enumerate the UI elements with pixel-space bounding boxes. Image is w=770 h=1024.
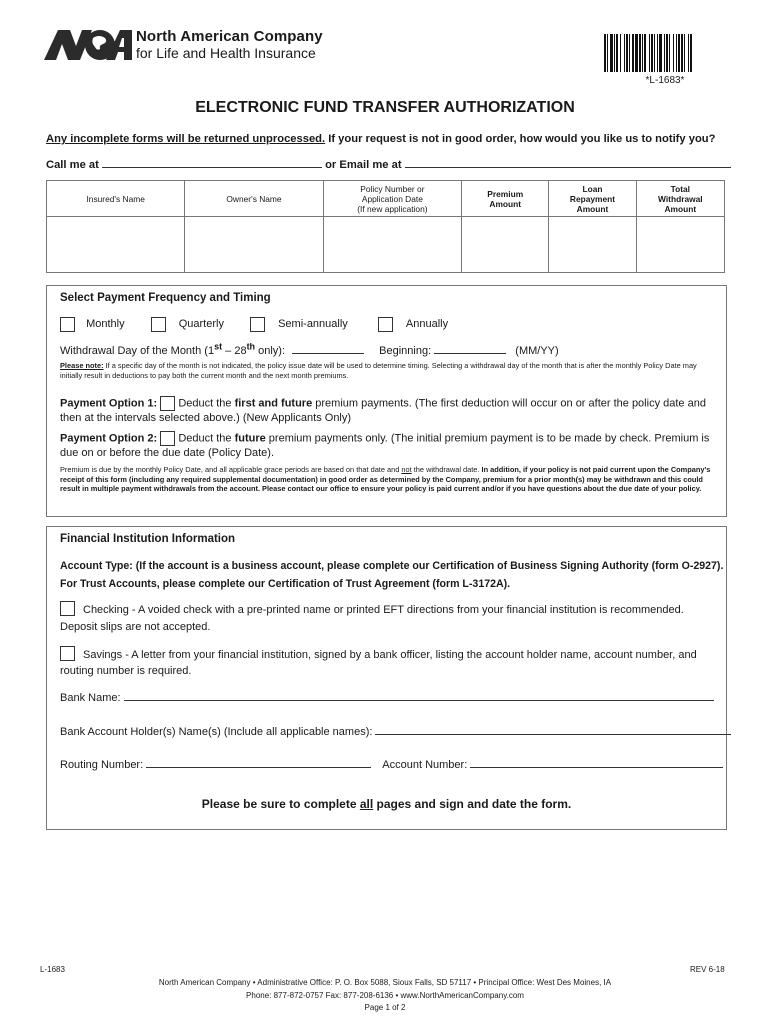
checking-text: Checking - A voided check with a pre-printed name or printed EFT directions from your financial institution is recommended. Deposit slips are not accepted. bbox=[60, 604, 684, 633]
col-header-line: (If new application) bbox=[357, 203, 428, 214]
withdrawal-day-prefix: Withdrawal Day of the Month (1 bbox=[60, 344, 215, 357]
please-note-text: If a specific day of the month is not indicated, the policy issue date will be used to determine timing. Selecting a withdrawal day of the month that is after the monthly Policy Date may initially result in deductions to pay both the current month and the next month premiums. bbox=[60, 361, 697, 380]
footer-line1: North American Company • Administrative Office: P. O. Box 5088, Sioux Falls, SD 57117 • Principal Office: West Des Moines, IA bbox=[158, 978, 612, 987]
completion-reminder bbox=[46, 797, 727, 811]
withdrawal-day-field[interactable] bbox=[292, 343, 364, 354]
due-date-note bbox=[60, 465, 715, 494]
col-header-line: Insured's Name bbox=[86, 193, 145, 204]
option1-pre: Deduct the bbox=[178, 397, 235, 410]
withdrawal-day-suffix: only): bbox=[255, 344, 286, 357]
account-type-text bbox=[60, 557, 723, 593]
withdrawal-day-label bbox=[60, 341, 286, 357]
option2-label: Payment Option 2: bbox=[60, 432, 158, 445]
insured-name-cell[interactable] bbox=[47, 217, 185, 273]
col-header-line: Amount bbox=[664, 203, 697, 214]
col-header-line: Loan bbox=[582, 183, 603, 194]
payment-option-2 bbox=[60, 431, 720, 461]
bank-name-field[interactable] bbox=[124, 690, 714, 701]
reminder-post: pages and sign and date the form. bbox=[373, 797, 572, 811]
account-holder-label: Bank Account Holder(s) Name(s) (Include all applicable names): bbox=[60, 726, 373, 738]
footer-page: Page 1 of 2 bbox=[364, 1003, 406, 1012]
annually-checkbox[interactable] bbox=[378, 317, 393, 332]
sup-th: th bbox=[246, 341, 256, 351]
account-holder-field[interactable] bbox=[375, 724, 731, 735]
sup-st: st bbox=[214, 341, 223, 351]
col-header-line: Premium bbox=[487, 188, 524, 199]
option1-checkbox[interactable] bbox=[160, 396, 175, 411]
payment-section-title: Select Payment Frequency and Timing bbox=[60, 292, 271, 304]
policy-table bbox=[46, 180, 725, 273]
beginning-label: Beginning: bbox=[379, 344, 432, 357]
call-label: Call me at bbox=[46, 159, 99, 171]
col-header-line: Amount bbox=[489, 198, 522, 209]
routing-account-row bbox=[60, 757, 723, 771]
footer-form-code: L-1683 bbox=[40, 965, 65, 974]
option1-post: premium payments. (The first deduction will occur on or after the policy date and then at the intervals selected above.) (New Applicants Only) bbox=[60, 397, 706, 425]
col-header-line: Policy Number or bbox=[360, 183, 425, 194]
option2-pre: Deduct the bbox=[178, 432, 235, 445]
notice-rest: If your request is not in good order, how would you like us to notify you? bbox=[325, 133, 716, 145]
col-header bbox=[323, 181, 461, 217]
form-title: ELECTRONIC FUND TRANSFER AUTHORIZATION bbox=[195, 99, 575, 116]
withdrawal-dash: – 28 bbox=[222, 344, 247, 357]
table-header-row bbox=[47, 181, 725, 217]
quarterly-label: Quarterly bbox=[178, 318, 224, 331]
account-number-field[interactable] bbox=[470, 757, 723, 768]
due-note-bold: In addition, if your policy is not paid current upon the Company's receipt of this form (including any required supplemental documentation) in good order as determined by the Company, premium for a prior month(s) may be withdrawn and this could result in multiple payment withdrawals from the account. Please contact our office to ensure your policy is paid current and/or if you have questions about the due date of your policy. bbox=[60, 465, 711, 493]
company-logo bbox=[44, 28, 344, 64]
frequency-row bbox=[60, 317, 448, 332]
col-header-line: Withdrawal bbox=[658, 193, 703, 204]
routing-label: Routing Number: bbox=[60, 759, 144, 771]
notice-underlined: Any incomplete forms will be returned unprocessed. bbox=[46, 133, 326, 145]
loan-repayment-cell[interactable] bbox=[549, 217, 636, 273]
premium-amount-cell[interactable] bbox=[462, 217, 549, 273]
nac-logo-mark bbox=[44, 28, 132, 62]
owner-name-cell[interactable] bbox=[185, 217, 323, 273]
col-header bbox=[636, 181, 724, 217]
annually-label: Annually bbox=[405, 318, 449, 331]
option1-label: Payment Option 1: bbox=[60, 397, 158, 410]
company-name: North American Company bbox=[136, 28, 323, 45]
savings-text: Savings - A letter from your financial institution, signed by a bank officer, listing the account holder name, account number, and routing number is required. bbox=[60, 649, 697, 677]
option2-post: premium payments only. (The initial premium payment is to be made by check. Premium is due on or before the due date (Policy Date). bbox=[60, 432, 710, 460]
email-field[interactable] bbox=[405, 157, 731, 168]
policy-number-cell[interactable] bbox=[323, 217, 461, 273]
col-header bbox=[185, 181, 323, 217]
semiannually-label: Semi-annually bbox=[278, 318, 348, 331]
financial-section-title: Financial Institution Information bbox=[60, 533, 236, 545]
col-header-line: Amount bbox=[576, 203, 609, 214]
contact-line bbox=[46, 157, 731, 171]
call-field[interactable] bbox=[102, 157, 322, 168]
reminder-all: all bbox=[359, 797, 374, 811]
col-header-line: Application Date bbox=[361, 193, 423, 204]
account-type-line1: Account Type: (If the account is a business account, please complete our Certification of Business Signing Authority (form O-2927). bbox=[60, 560, 724, 572]
account-type-line2: For Trust Accounts, please complete our Certification of Trust Agreement (form L-3172A). bbox=[60, 578, 511, 590]
table-row bbox=[47, 217, 725, 273]
barcode bbox=[604, 34, 726, 72]
quarterly-checkbox[interactable] bbox=[151, 317, 166, 332]
incomplete-notice bbox=[46, 133, 715, 145]
account-holder-row bbox=[60, 724, 731, 738]
col-header-line: Owner's Name bbox=[226, 193, 282, 204]
footer-address bbox=[0, 977, 770, 1015]
footer-revision: REV 6-18 bbox=[690, 965, 725, 974]
form-code: *L-1683* bbox=[645, 75, 685, 86]
semiannually-checkbox[interactable] bbox=[250, 317, 265, 332]
withdrawal-day-row bbox=[60, 341, 559, 357]
monthly-checkbox[interactable] bbox=[60, 317, 75, 332]
col-header bbox=[47, 181, 185, 217]
footer-line2: Phone: 877-872-0757 Fax: 877-208-6136 • www.NorthAmericanCompany.com bbox=[246, 990, 524, 1000]
due-note-not: not bbox=[401, 465, 412, 474]
please-note-label: Please note: bbox=[60, 361, 104, 370]
routing-field[interactable] bbox=[146, 757, 371, 768]
reminder-pre: Please be sure to complete bbox=[201, 797, 360, 811]
col-header-line: Total bbox=[670, 183, 691, 194]
bank-name-row bbox=[60, 690, 714, 704]
account-number-label: Account Number: bbox=[382, 759, 468, 771]
col-header-line: Repayment bbox=[569, 193, 616, 204]
col-header bbox=[549, 181, 636, 217]
beginning-field[interactable] bbox=[434, 343, 506, 354]
please-note bbox=[60, 361, 710, 380]
company-subtitle: for Life and Health Insurance bbox=[136, 45, 316, 61]
option2-bold: future bbox=[234, 432, 266, 445]
due-note-a: Premium is due by the monthly Policy Date, and all applicable grace periods are based on that date and bbox=[60, 465, 402, 474]
monthly-label: Monthly bbox=[86, 318, 125, 331]
total-withdrawal-cell[interactable] bbox=[636, 217, 724, 273]
due-note-b: the withdrawal date. bbox=[411, 465, 482, 474]
option2-checkbox[interactable] bbox=[160, 431, 175, 446]
col-header bbox=[462, 181, 549, 217]
payment-option-1 bbox=[60, 396, 720, 426]
mmyy-label: (MM/YY) bbox=[515, 344, 559, 357]
option1-bold: first and future bbox=[234, 397, 313, 410]
bank-name-label: Bank Name: bbox=[60, 692, 121, 704]
email-label: or Email me at bbox=[325, 159, 402, 171]
